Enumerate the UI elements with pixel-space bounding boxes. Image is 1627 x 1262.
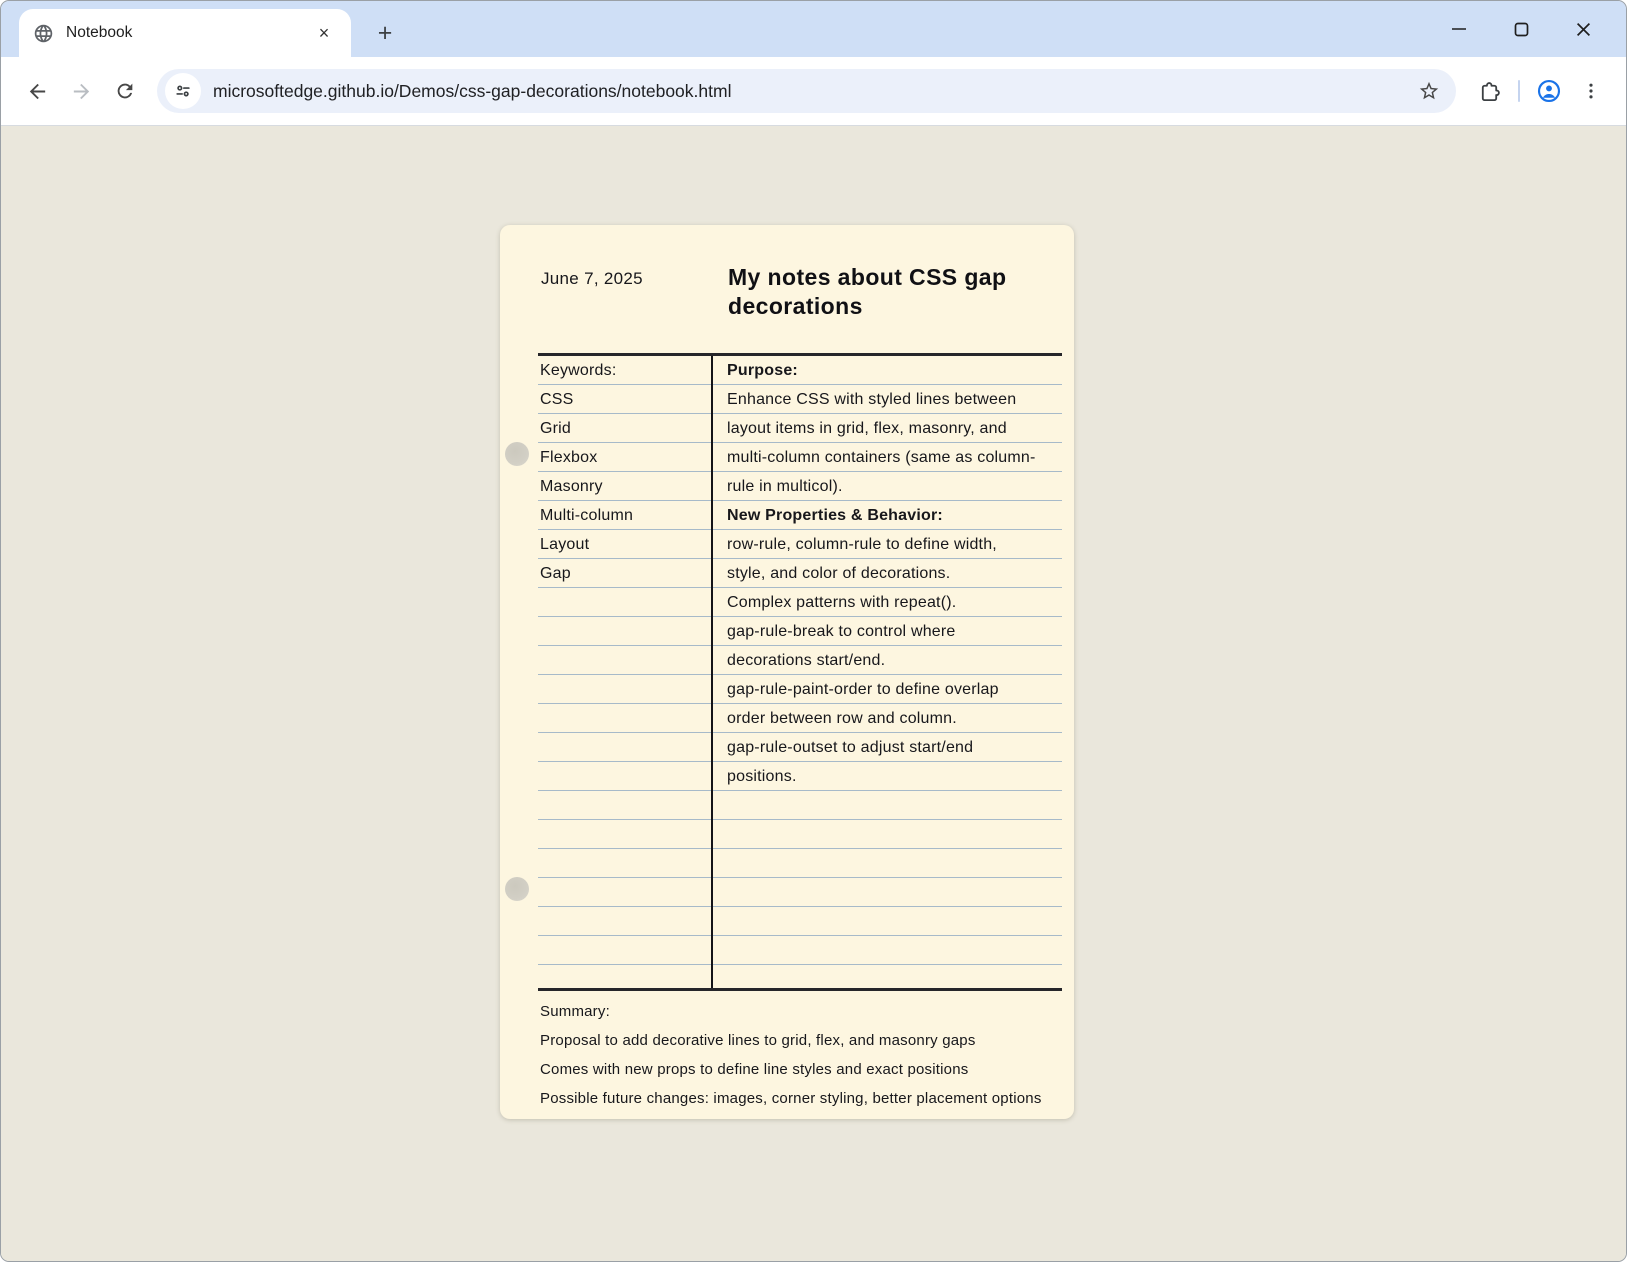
new-tab-button[interactable]: + <box>377 18 393 47</box>
toolbar-divider <box>1518 80 1520 102</box>
note-line: gap-rule-break to control where <box>727 623 956 640</box>
profile-icon[interactable] <box>1528 70 1570 112</box>
note-line: gap-rule-outset to adjust start/end <box>727 739 974 756</box>
note-line: Complex patterns with repeat(). <box>727 594 957 611</box>
note-line: layout items in grid, flex, masonry, and <box>727 420 1007 437</box>
tab-close-icon[interactable]: × <box>318 22 330 43</box>
note-line: multi-column containers (same as column- <box>727 449 1036 466</box>
notebook-card <box>500 225 1074 1119</box>
globe-icon <box>33 23 54 44</box>
note-line: style, and color of decorations. <box>727 565 951 582</box>
back-icon[interactable] <box>15 69 59 113</box>
keyword-row: Gap <box>540 565 571 582</box>
keyword-row: Multi-column <box>540 507 634 524</box>
keyword-row: Masonry <box>540 478 603 495</box>
notes-table <box>538 353 1062 991</box>
note-date: June 7, 2025 <box>541 269 643 288</box>
bookmark-star-icon[interactable] <box>1410 72 1448 110</box>
keywords-list <box>538 385 711 588</box>
note-line: rule in multicol). <box>727 478 843 495</box>
note-line: Enhance CSS with styled lines between <box>727 391 1017 408</box>
page-content <box>1 126 1626 1262</box>
tab-strip <box>1 1 1626 57</box>
page-title: My notes about CSS gap decorations <box>728 264 1007 319</box>
keyword-row: Layout <box>540 536 590 553</box>
note-line: positions. <box>727 768 797 785</box>
reload-icon[interactable] <box>103 69 147 113</box>
note-line: New Properties & Behavior: <box>727 507 943 524</box>
note-line: row-rule, column-rule to define width, <box>727 536 997 553</box>
keyword-row: Flexbox <box>540 449 598 466</box>
note-line: order between row and column. <box>727 710 957 727</box>
note-line: Purpose: <box>727 362 798 379</box>
notes-column <box>713 356 1062 988</box>
keyword-row: Grid <box>540 420 572 437</box>
keywords-column <box>538 356 713 988</box>
toolbar-actions <box>1468 70 1612 112</box>
close-icon[interactable] <box>1552 5 1614 53</box>
keywords-header: Keywords: <box>540 362 617 379</box>
kebab-menu-icon[interactable] <box>1570 70 1612 112</box>
address-bar[interactable] <box>157 69 1456 113</box>
summary-section <box>540 997 1050 1113</box>
summary-line: Comes with new props to define line styles and exact positions <box>540 1061 969 1078</box>
summary-line: Proposal to add decorative lines to grid, flex, and masonry gaps <box>540 1032 976 1049</box>
punch-hole <box>505 442 529 466</box>
url-text[interactable]: microsoftedge.github.io/Demos/css-gap-decorations/notebook.html <box>213 80 732 101</box>
toolbar <box>1 57 1626 126</box>
extensions-icon[interactable] <box>1468 70 1510 112</box>
summary-header: Summary: <box>540 1003 610 1020</box>
punch-hole <box>505 877 529 901</box>
note-line: gap-rule-paint-order to define overlap <box>727 681 999 698</box>
summary-line: Possible future changes: images, corner styling, better placement options <box>540 1090 1042 1107</box>
note-line: decorations start/end. <box>727 652 886 669</box>
notes-list <box>713 356 1062 791</box>
tab-title: Notebook <box>66 24 133 41</box>
keyword-row: CSS <box>540 391 574 408</box>
minimize-icon[interactable] <box>1428 5 1490 53</box>
forward-icon[interactable] <box>59 69 103 113</box>
maximize-icon[interactable] <box>1490 5 1552 53</box>
summary-list <box>540 1026 1050 1113</box>
tab-notebook[interactable] <box>19 9 351 57</box>
window-controls <box>1428 1 1614 57</box>
site-info-button[interactable] <box>165 73 201 109</box>
